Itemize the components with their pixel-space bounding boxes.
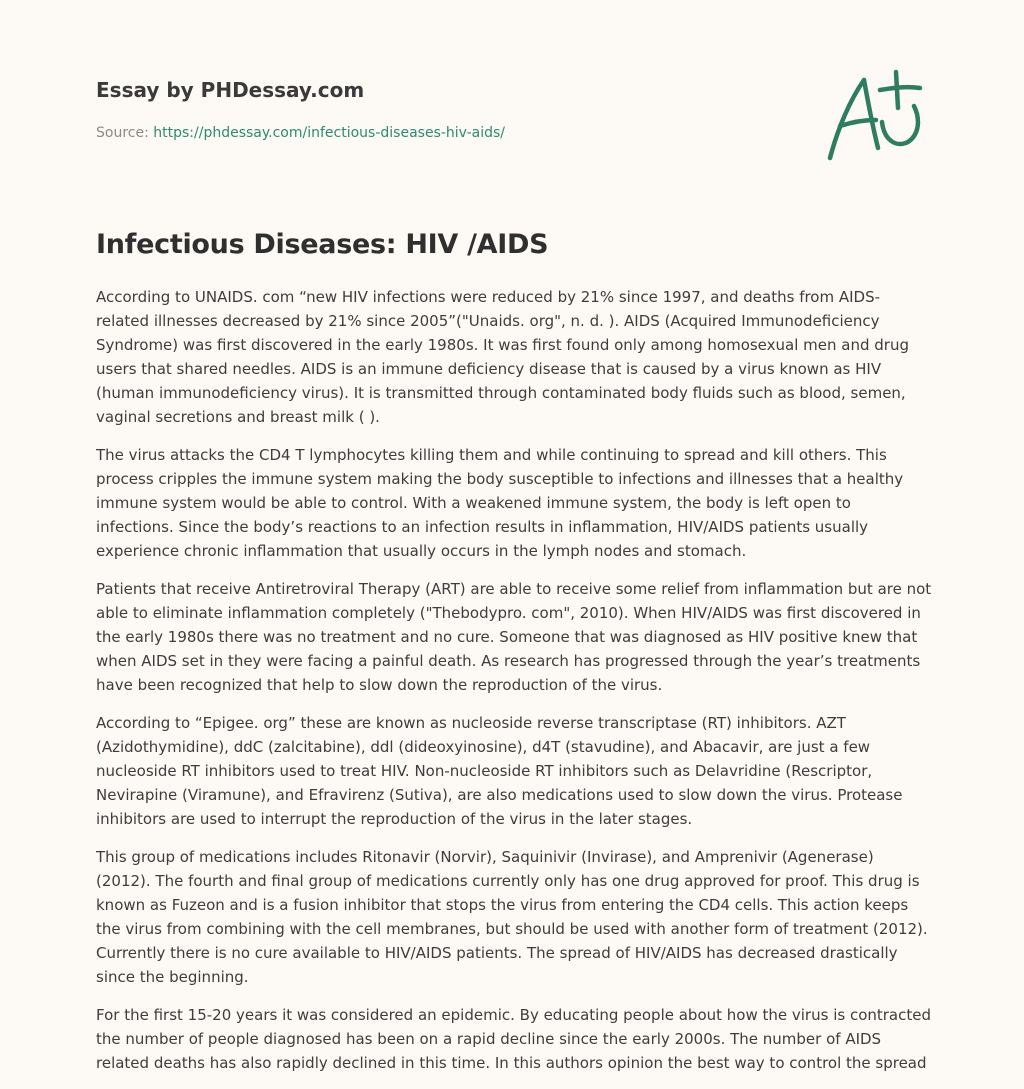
brand-title: Essay by PHDessay.com [96, 78, 365, 102]
essay-body [96, 285, 932, 1089]
essay-paragraph: According to “Epigee. org” these are known as nucleoside reverse transcriptase (RT) inhibitors. AZT (Azidothymidine), ddC (zalcitabine), ddl (dideoxyinosine), d4T (stavudine), and Abacavir, are just a few nucleoside RT inhibitors used to treat HIV. Non-nucleoside RT inhibitors such as Delavridine (Rescriptor, Nevirapine (Viramune), and Efravirenz (Sutiva), are also medications used to slow down the virus. Protease inhibitors are used to interrupt the reproduction of the virus in the later stages. [96, 714, 903, 828]
source-label: Source: [96, 125, 154, 141]
page-header [96, 76, 796, 143]
source-link[interactable]: https://phdessay.com/infectious-diseases-hiv-aids/ [153, 125, 506, 141]
essay-title: Infectious Diseases: HIV /AIDS [96, 229, 549, 260]
essay-paragraph: Patients that receive Antiretroviral Therapy (ART) are able to receive some relief from inflammation but are not able to eliminate inflammation completely ("Thebodypro. com", 2010). When HIV/AIDS was first discovered in the early 1980s there was no treatment and no cure. Someone that was diagnosed as HIV positive knew that when AIDS set in they were facing a painful death. As research has progressed through the year’s treatments have been recognized that help to slow down the reproduction of the virus. [96, 580, 932, 694]
a-plus-logo-icon [822, 68, 928, 164]
essay-paragraph: The virus attacks the CD4 T lymphocytes killing them and while continuing to spread and kill others. This process cripples the immune system making the body susceptible to infections and illnesses that a healthy immune system would be able to control. With a weakened immune system, the body is left open to infections. Since the body’s reactions to an infection results in inflammation, HIV/AIDS patients usually experience chronic inflammation that usually occurs in the lymph nodes and stomach. [96, 446, 904, 560]
essay-paragraph: This group of medications includes Ritonavir (Norvir), Saquinivir (Invirase), and Amprenivir (Agenerase) (2012). The fourth and final group of medications currently only has one drug approved for proof. This drug is known as Fuzeon and is a fusion inhibitor that stops the virus from entering the CD4 cells. This action keeps the virus from combining with the cell membranes, but should be used with another form of treatment (2012). Currently there is no cure available to HIV/AIDS patients. The spread of HIV/AIDS has decreased drastically since the beginning. [96, 848, 928, 986]
source-line [96, 123, 796, 143]
essay-paragraph: According to UNAIDS. com “new HIV infections were reduced by 21% since 1997, and deaths from AIDS-related illnesses decreased by 21% since 2005”("Unaids. org", n. d. ). AIDS (Acquired Immunodeficiency Syndrome) was first discovered in the early 1980s. It was first found only among homosexual men and drug users that shared needles. AIDS is an immune deficiency disease that is caused by a virus known as HIV (human immunodeficiency virus). It is transmitted through contaminated body fluids such as blood, semen, vaginal secretions and breast milk ( ). [96, 288, 909, 426]
essay-paragraph: For the first 15-20 years it was considered an epidemic. By educating people about how the virus is contracted the number of people diagnosed has been on a rapid decline since the early 2000s. The number of AIDS related deaths has also rapidly declined in this time. In this authors opinion the best way to control the spread [96, 1006, 931, 1072]
